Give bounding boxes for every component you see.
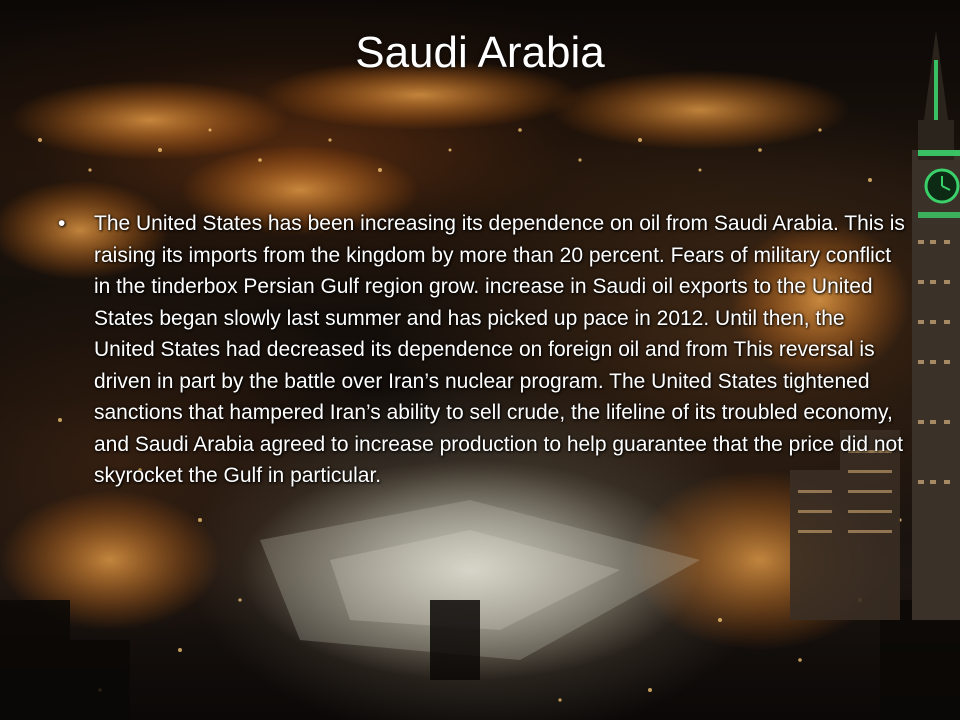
- bullet-list: [58, 208, 908, 492]
- bullet-marker: •: [58, 212, 66, 235]
- bullet-text: The United States has been increasing its dependence on oil from Saudi Arabia. This is raising its imports from the kingdom by more than 20 percent. Fears of military conflict in the tinderbox Persian Gulf region grow. increase in Saudi oil exports to the United States began slowly last summer and has picked up pace in 2012. Until then, the United States had decreased its dependence on foreign oil and from This reversal is driven in part by the battle over Iran’s nuclear program. The United States tightened sanctions that hampered Iran’s ability to sell crude, the lifeline of its troubled economy, and Saudi Arabia agreed to increase production to help guarantee that the price did not skyrocket the Gulf in particular.: [94, 212, 905, 487]
- slide-title: Saudi Arabia: [355, 28, 605, 77]
- clock-tower: [912, 30, 960, 620]
- bullet-item: [58, 208, 908, 492]
